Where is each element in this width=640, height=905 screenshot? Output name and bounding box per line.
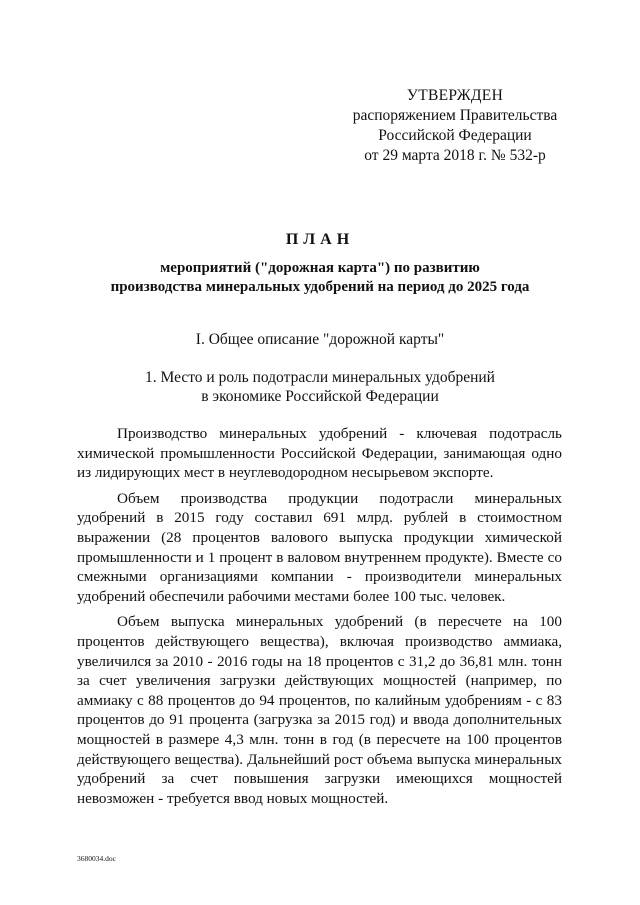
plan-subtitle xyxy=(60,259,580,297)
paragraph: Объем производства продукции подотрасли минеральных удобрений в 2015 году составил 691 млрд. рублей в стоимостном выражении (28 процентов валового выпуска продукции химической промышленности и 1 процент в валовом внутреннем продукте). Вместе со смежными организациями компании - производители минеральных удобрений обеспечили рабочими местами более 100 тыс. человек. xyxy=(77,489,562,605)
subsection-heading-line-2: в экономике Российской Федерации xyxy=(201,388,439,405)
plan-subtitle-line-1: мероприятий ("дорожная карта") по развитию xyxy=(160,260,480,276)
section-heading: I. Общее описание "дорожной карты" xyxy=(195,331,445,348)
body-text xyxy=(77,424,562,814)
subsection-heading-line-1: 1. Место и роль подотрасли минеральных удобрений xyxy=(145,369,495,386)
approval-line-3: от 29 марта 2018 г. № 532-р xyxy=(364,147,546,164)
approval-line-2: Российской Федерации xyxy=(378,127,532,144)
approval-stamp: УТВЕРЖДЕН xyxy=(406,87,504,104)
document-code: 3680034.doc xyxy=(77,854,116,863)
subsection-heading xyxy=(100,368,540,406)
paragraph: Производство минеральных удобрений - ключевая подотрасль химической промышленности Российской Федерации, занимающая одно из лидирующих мест в неуглеводородном несырьевом экспорте. xyxy=(77,425,562,482)
plan-subtitle-line-2: производства минеральных удобрений на период до 2025 года xyxy=(110,279,530,295)
plan-title: ПЛАН xyxy=(285,231,355,248)
approval-line-1: распоряжением Правительства xyxy=(352,107,558,124)
approval-block xyxy=(330,86,580,166)
paragraph: Объем выпуска минеральных удобрений (в пересчете на 100 процентов действующего вещества), включая производство аммиака, увеличился за 2010 - 2016 годы на 18 процентов с 31,2 до 36,81 млн. тонн за счет увеличения загрузки действующих мощностей (например, по аммиаку с 88 процентов до 94 процентов, по калийным удобрениям - с 83 процентов до 91 процента (загрузка за 2015 год) и ввода дополнительных мощностей в размере 4,3 млн. тонн в год (в пересчете на 100 процентов действующего вещества). Дальнейший рост объема выпуска минеральных удобрений за счет повышения загрузки имеющихся мощностей невозможен - требуется ввод новых мощностей. xyxy=(77,613,562,807)
